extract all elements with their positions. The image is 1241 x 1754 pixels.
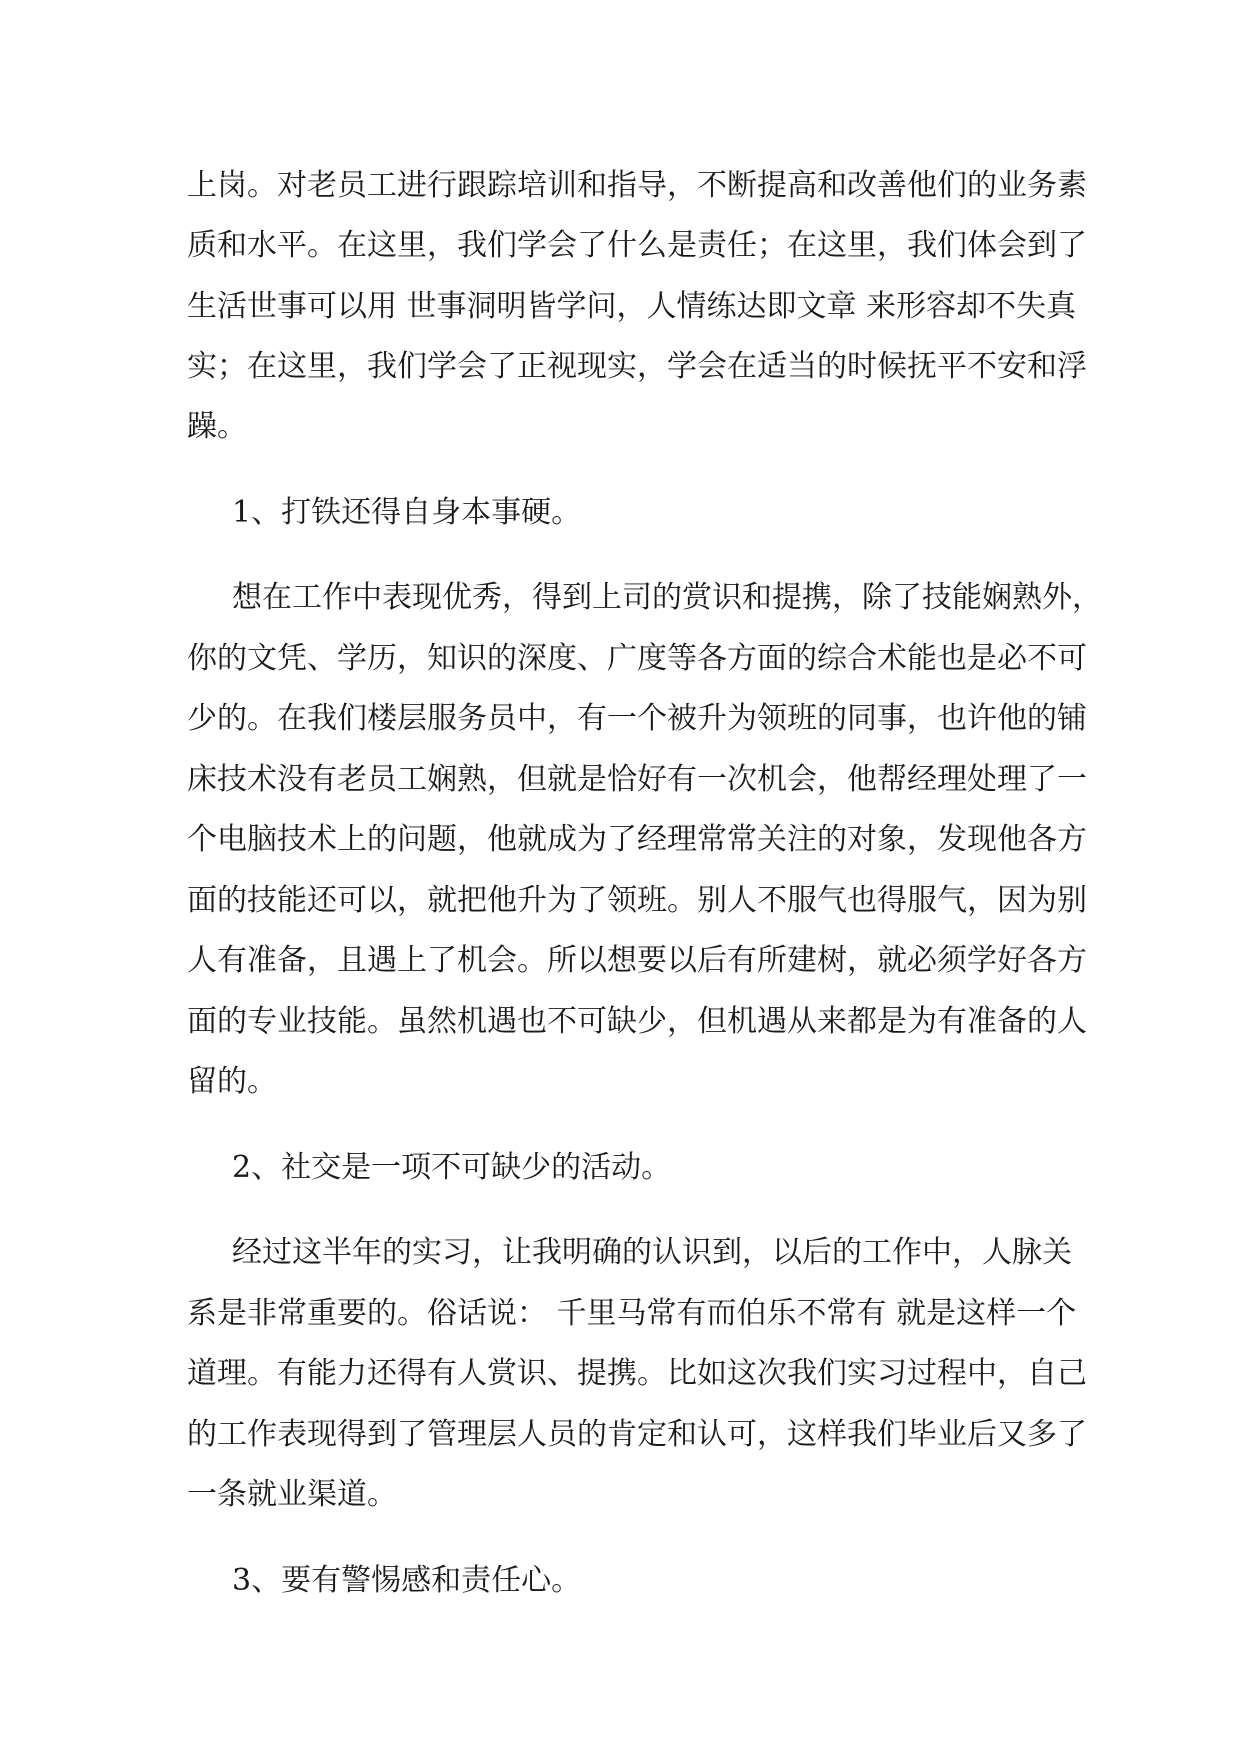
text-line: 道理。有能力还得有人赏识、提携。比如这次我们实习过程中，自己	[187, 1356, 1087, 1391]
section-heading: 3、要有警惕感和责任心。	[232, 1563, 582, 1598]
text-line: 系是非常重要的。俗话说： 千里马常有而伯乐不常有 就是这样一个	[187, 1296, 1077, 1331]
text-line: 想在工作中表现优秀，得到上司的赏识和提携，除了技能娴熟外，	[232, 580, 1102, 615]
text-line: 你的文凭、学历，知识的深度、广度等各方面的综合术能也是必不可	[187, 641, 1087, 676]
text-line: 床技术没有老员工娴熟，但就是恰好有一次机会，他帮经理处理了一	[187, 762, 1087, 797]
text-line: 个电脑技术上的问题，他就成为了经理常常关注的对象，发现他各方	[187, 822, 1087, 857]
text-line: 质和水平。在这里，我们学会了什么是责任；在这里，我们体会到了	[187, 228, 1087, 263]
section-heading: 2、社交是一项不可缺少的活动。	[232, 1150, 672, 1185]
section-heading: 1、打铁还得自身本事硬。	[232, 495, 582, 530]
text-line: 留的。	[187, 1064, 277, 1099]
text-line: 面的技能还可以，就把他升为了领班。别人不服气也得服气，因为别	[187, 883, 1087, 918]
text-line: 经过这半年的实习，让我明确的认识到，以后的工作中，人脉关	[232, 1235, 1072, 1270]
text-line: 面的专业技能。虽然机遇也不可缺少，但机遇从来都是为有准备的人	[187, 1004, 1087, 1039]
text-line: 实；在这里，我们学会了正视现实，学会在适当的时候抚平不安和浮	[187, 349, 1087, 384]
text-line: 生活世事可以用 世事洞明皆学问，人情练达即文章 来形容却不失真	[187, 289, 1077, 324]
text-line: 少的。在我们楼层服务员中，有一个被升为领班的同事，也许他的铺	[187, 701, 1087, 736]
text-line: 躁。	[187, 409, 247, 444]
text-line: 上岗。对老员工进行跟踪培训和指导，不断提高和改善他们的业务素	[187, 168, 1087, 203]
text-line: 的工作表现得到了管理层人员的肯定和认可，这样我们毕业后又多了	[187, 1417, 1087, 1452]
text-line: 一条就业渠道。	[187, 1477, 397, 1512]
text-line: 人有准备，且遇上了机会。所以想要以后有所建树，就必须学好各方	[187, 943, 1087, 978]
